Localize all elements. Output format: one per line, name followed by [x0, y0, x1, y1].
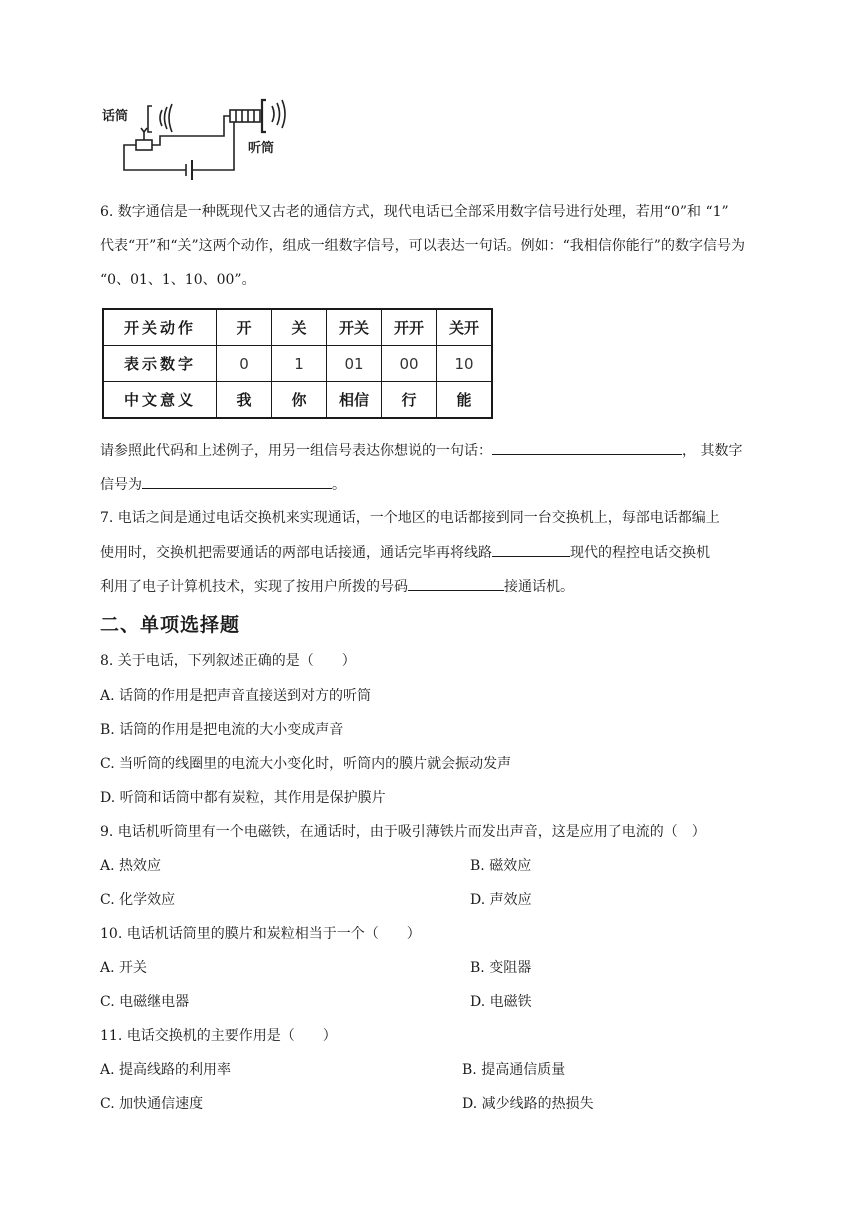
q7-line2-rest: 现代的程控电话交换机	[570, 545, 710, 561]
q8-option-a[interactable]: A. 话筒的作用是把声音直接送到对方的听筒	[100, 688, 372, 704]
table-cell: 表示数字	[103, 346, 217, 382]
table-cell: 10	[437, 346, 493, 382]
q6-line1: 6. 数字通信是一种既现代又古老的通信方式，现代电话已全部采用数字信号进行处理，若用“0”和 “1”	[100, 204, 729, 220]
q6-signal-prompt: 信号为	[100, 477, 142, 493]
q11-stem: 11. 电话交换机的主要作用是（ ）	[100, 1028, 337, 1044]
q7-line3-rest: 接通话机。	[504, 579, 574, 595]
table-cell: 开关	[327, 309, 382, 346]
table-cell: 行	[382, 382, 437, 419]
table-cell: 我	[217, 382, 272, 419]
q8-option-c[interactable]: C. 当听筒的线圈里的电流大小变化时，听筒内的膜片就会振动发声	[100, 756, 512, 772]
signal-code-table	[102, 308, 493, 419]
q7-line2-text: 使用时，交换机把需要通话的两部电话接通，通话完毕再将线路	[100, 545, 492, 561]
answer-blank-number[interactable]	[408, 576, 504, 591]
circuit-diagram	[100, 92, 290, 190]
table-cell: 相信	[327, 382, 382, 419]
table-cell: 关开	[437, 309, 493, 346]
q11-option-a[interactable]: A. 提高线路的利用率	[100, 1062, 232, 1078]
table-row	[103, 346, 492, 382]
mic-bracket	[148, 106, 152, 132]
q11-option-d[interactable]: D. 减少线路的热损失	[462, 1096, 594, 1112]
earpiece-label: 听筒	[248, 141, 275, 156]
table-cell: 01	[327, 346, 382, 382]
answer-blank-sentence[interactable]	[492, 440, 682, 455]
q9-stem: 9. 电话机听筒里有一个电磁铁，在通话时，由于吸引薄铁片而发出声音，这是应用了电流的（ ）	[100, 824, 706, 840]
earpiece-coil	[230, 110, 260, 122]
table-cell: 0	[217, 346, 272, 382]
q10-option-c[interactable]: C. 电磁继电器	[100, 994, 190, 1010]
q10-option-a[interactable]: A. 开关	[100, 960, 148, 976]
q9-option-d[interactable]: D. 声效应	[470, 892, 532, 908]
q7-line3	[100, 576, 574, 597]
q6-answer-line2	[100, 474, 346, 495]
q6-answer-prompt: 请参照此代码和上述例子，用另一组信号表达你想说的一句话：	[100, 443, 492, 459]
q8-option-d[interactable]: D. 听筒和话筒中都有炭粒，其作用是保护膜片	[100, 790, 386, 806]
table-cell: 关	[272, 309, 327, 346]
table-cell: 00	[382, 346, 437, 382]
q11-option-c[interactable]: C. 加快通信速度	[100, 1096, 204, 1112]
table-cell: 1	[272, 346, 327, 382]
answer-blank-line[interactable]	[492, 542, 570, 557]
q11-option-b[interactable]: B. 提高通信质量	[462, 1062, 566, 1078]
q7-line3-text: 利用了电子计算机技术，实现了按用户所拨的号码	[100, 579, 408, 595]
table-cell: 你	[272, 382, 327, 419]
section-heading: 二、单项选择题	[100, 614, 241, 636]
answer-blank-signal[interactable]	[142, 474, 332, 489]
table-row	[103, 382, 492, 419]
q6-answer-line1	[100, 440, 742, 461]
mic-label: 话筒	[102, 109, 129, 124]
telephone-circuit-figure	[100, 92, 290, 190]
table-cell: 开关动作	[103, 309, 217, 346]
q6-answer-suffix: ， 其数字	[682, 443, 743, 459]
q9-option-a[interactable]: A. 热效应	[100, 858, 162, 874]
table-cell: 开开	[382, 309, 437, 346]
q6-signal-suffix: 。	[332, 477, 346, 493]
q7-line1: 7. 电话之间是通过电话交换机来实现通话，一个地区的电话都接到同一台交换机上，每部电话都编上	[100, 510, 720, 526]
q10-option-b[interactable]: B. 变阻器	[470, 960, 532, 976]
q10-stem: 10. 电话机话筒里的膜片和炭粒相当于一个（ ）	[100, 926, 421, 942]
mic-resistor	[136, 140, 152, 150]
q8-option-b[interactable]: B. 话筒的作用是把电流的大小变成声音	[100, 722, 344, 738]
q9-option-c[interactable]: C. 化学效应	[100, 892, 176, 908]
table-row	[103, 309, 492, 346]
q6-line3: “0、01、1、10、00”。	[100, 272, 256, 288]
q8-stem: 8. 关于电话，下列叙述正确的是（ ）	[100, 653, 356, 669]
table-cell: 开	[217, 309, 272, 346]
table-cell: 中文意义	[103, 382, 217, 419]
q6-line2: 代表“开”和“关”这两个动作，组成一组数字信号，可以表达一句话。例如：“我相信你能行”的数字信号为	[100, 238, 745, 254]
q9-option-b[interactable]: B. 磁效应	[470, 858, 532, 874]
q7-line2	[100, 542, 710, 563]
table-cell: 能	[437, 382, 493, 419]
q10-option-d[interactable]: D. 电磁铁	[470, 994, 532, 1010]
